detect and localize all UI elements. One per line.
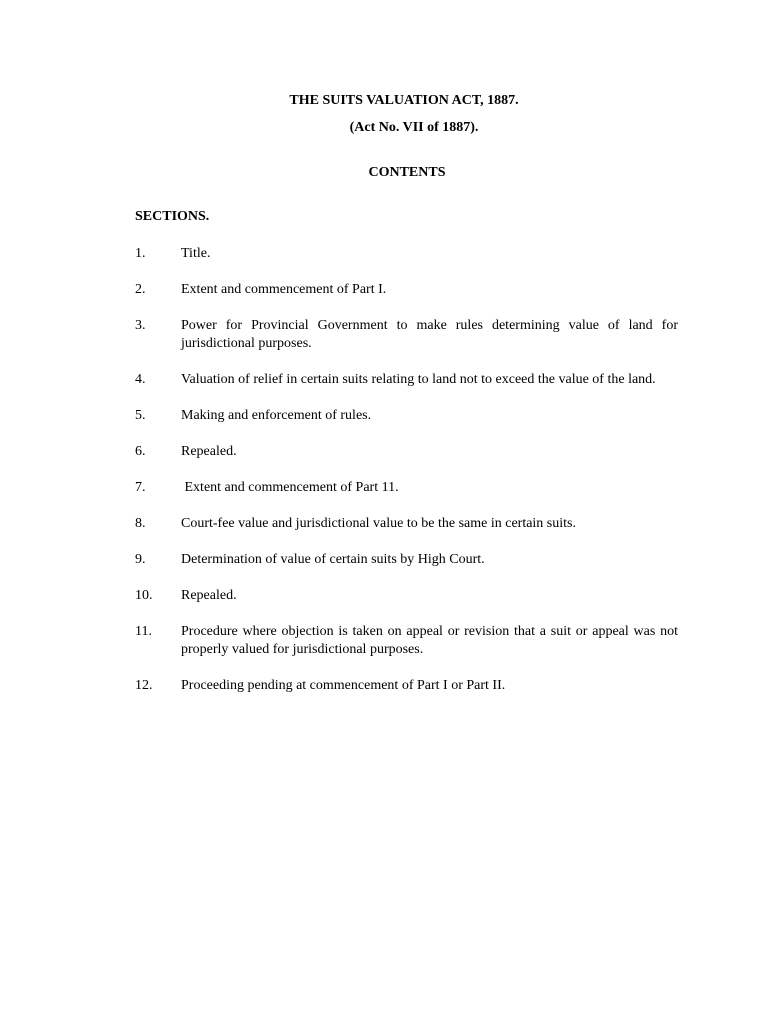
section-item (135, 371, 678, 389)
section-title: Procedure where objection is taken on appeal or revision that a suit or appeal was not properly valued for jurisdictional purposes. (181, 624, 678, 657)
section-title: Determination of value of certain suits by High Court. (181, 552, 485, 567)
section-number: 11. (135, 624, 152, 639)
section-item (135, 245, 678, 263)
section-item (135, 515, 678, 533)
section-number: 4. (135, 372, 146, 387)
section-number: 6. (135, 444, 146, 459)
section-number: 3. (135, 318, 146, 333)
section-title: Court-fee value and jurisdictional value to be the same in certain suits. (181, 516, 576, 531)
section-item (135, 623, 678, 659)
section-number: 2. (135, 282, 146, 297)
section-title: Title. (181, 246, 211, 261)
act-subtitle: (Act No. VII of 1887). (349, 120, 479, 135)
section-item (135, 443, 678, 461)
section-item (135, 479, 678, 497)
section-title: Power for Provincial Government to make rules determining value of land for jurisdictional purposes. (181, 318, 678, 351)
section-item (135, 677, 678, 695)
section-title: Extent and commencement of Part I. (181, 282, 387, 297)
section-number: 1. (135, 246, 146, 261)
section-title: Proceeding pending at commencement of Part I or Part II. (181, 678, 506, 693)
section-number: 7. (135, 480, 146, 495)
section-item (135, 317, 678, 353)
sections-heading: SECTIONS. (135, 209, 210, 224)
section-title: Making and enforcement of rules. (181, 408, 372, 423)
section-number: 5. (135, 408, 146, 423)
sections-list (135, 245, 678, 713)
contents-heading: CONTENTS (368, 165, 446, 180)
section-item (135, 407, 678, 425)
section-title: Repealed. (181, 588, 237, 603)
section-number: 9. (135, 552, 146, 567)
section-title: Repealed. (181, 444, 237, 459)
section-item (135, 587, 678, 605)
section-title: Valuation of relief in certain suits relating to land not to exceed the value of the land. (181, 372, 656, 387)
act-title: THE SUITS VALUATION ACT, 1887. (289, 93, 519, 108)
section-number: 12. (135, 678, 153, 693)
section-item (135, 281, 678, 299)
section-number: 10. (135, 588, 153, 603)
section-item (135, 551, 678, 569)
section-number: 8. (135, 516, 146, 531)
section-title: Extent and commencement of Part 11. (181, 480, 399, 495)
